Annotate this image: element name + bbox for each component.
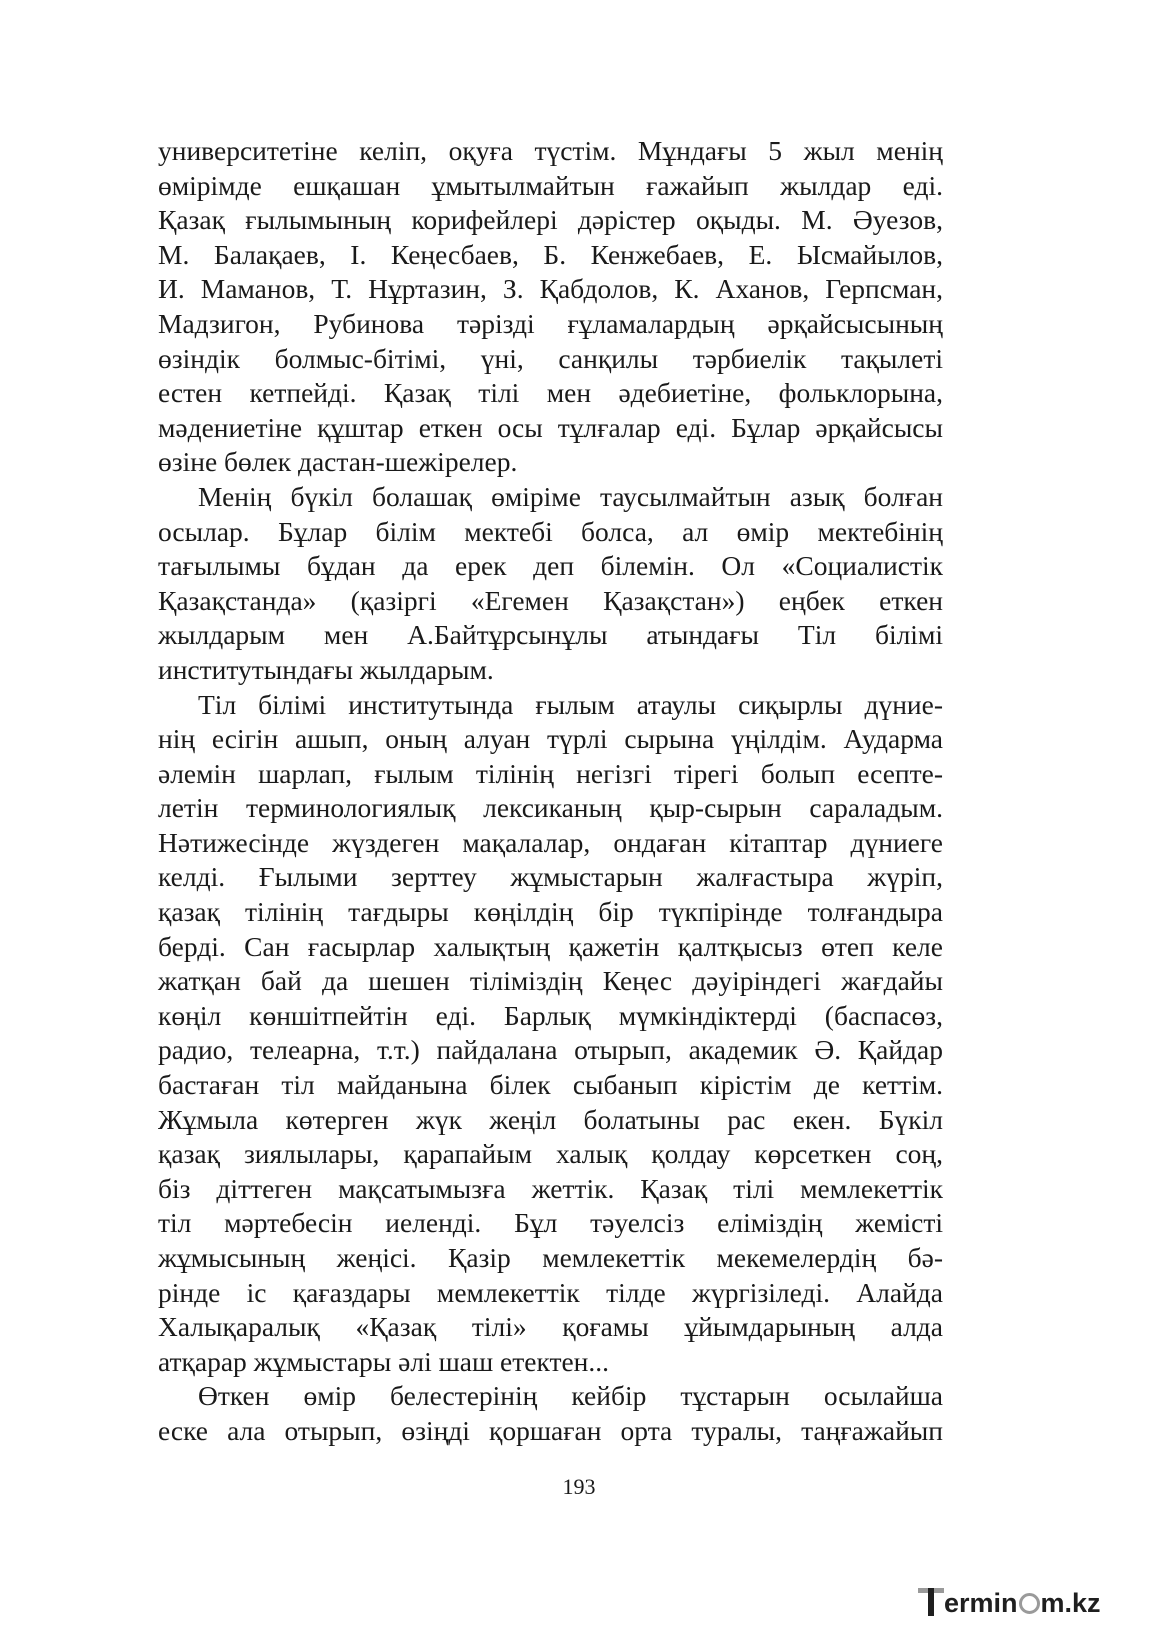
body-text [158, 134, 943, 1449]
text-line: Жұмыла көтерген жүк жеңіл болатыны рас екен. Бүкіл [158, 1103, 943, 1135]
text-line: жатқан бай да шешен тіліміздің Кеңес дәуіріндегі жағдайы [158, 965, 943, 997]
text-line: біз діттеген мақсатымызға жеттік. Қазақ тілі мемлекеттік [158, 1172, 943, 1204]
text-line: өзіндік болмыс-бітімі, үні, санқилы тәрбиелік тақылеті [158, 342, 943, 374]
watermark-suffix: m.kz [1040, 1588, 1101, 1618]
text-line: Мадзигон, Рубинова тәрізді ғұламалардың әрқайсысының [158, 307, 943, 339]
text-line: нің есігін ашып, оның алуан түрлі сырына үңілдім. Аударма [158, 723, 943, 755]
text-line: өзіне бөлек дастан-шежірелер. [158, 446, 518, 478]
text-line: өмірімде ешқашан ұмытылмайтын ғажайып жылдар еді. [158, 169, 943, 201]
text-line: тағылымы бұдан да ерек деп білемін. Ол «Социалистік [158, 550, 943, 582]
text-line: берді. Сан ғасырлар халықтың қажетін қалтқысыз өтеп келе [158, 930, 943, 962]
text-line: Халықаралық «Қазақ тілі» қоғамы ұйымдарының алда [158, 1311, 943, 1343]
text-line: институтындағы жылдарым. [158, 653, 494, 685]
text-line: мәдениетіне құштар еткен осы тұлғалар еді. Бұлар әрқайсысы [158, 411, 943, 443]
text-line: радио, телеарна, т.т.) пайдалана отырып, академик Ә. Қайдар [158, 1034, 943, 1066]
text-line: естен кетпейді. Қазақ тілі мен әдебиетіне, фольклорына, [158, 377, 943, 409]
terminkom-watermark-logo [918, 1583, 1128, 1623]
text-line: Өткен өмір белестерінің кейбір тұстарын осылайша [198, 1380, 943, 1412]
text-line: бастаған тіл майданына білек сыбанып кірістім де кеттім. [158, 1069, 943, 1101]
text-line: Қазақстанда» (қазіргі «Егемен Қазақстан») еңбек еткен [158, 584, 943, 616]
page-number: 193 [562, 1474, 596, 1499]
text-line: көңіл көншітпейтін еді. Барлық мүмкіндіктерді (баспасөз, [158, 999, 943, 1031]
text-line: келді. Ғылыми зерттеу жұмыстарын жалғастыра жүріп, [158, 861, 943, 893]
text-line: Тіл білімі институтында ғылым атаулы сиқырлы дүние- [198, 688, 943, 720]
text-line: летін терминологиялық лексиканың қыр-сырын сараладым. [158, 792, 943, 824]
logo-t-icon [918, 1586, 944, 1618]
text-line: Қазақ ғылымының корифейлері дәрістер оқыды. М. Әуезов, [158, 204, 943, 236]
text-line: Менің бүкіл болашақ өміріме таусылмайтын азық болған [198, 480, 943, 512]
logo-o-icon [1019, 1593, 1040, 1614]
text-line: жұмысының жеңісі. Қазір мемлекеттік мекемелердің бә- [158, 1242, 943, 1273]
text-line: қазақ тілінің тағдыры көңілдің бір түкпірінде толғандыра [158, 896, 943, 928]
text-line: И. Маманов, Т. Нұртазин, З. Қабдолов, К. Аханов, Герпсман, [158, 273, 943, 305]
text-line: жылдарым мен А.Байтұрсынұлы атындағы Тіл білімі [158, 619, 943, 651]
text-line: Нәтижесінде жүздеген мақалалар, ондаған кітаптар дүниеге [158, 826, 943, 858]
text-line: еске ала отырып, өзіңді қоршаған орта туралы, таңғажайып [158, 1414, 943, 1446]
text-line: рінде іс қағаздары мемлекеттік тілде жүргізіледі. Алайда [158, 1276, 943, 1308]
text-line: осылар. Бұлар білім мектебі болса, ал өмір мектебінің [158, 515, 943, 547]
text-line: М. Балақаев, І. Кеңесбаев, Б. Кенжебаев, Е. Ысмайылов, [158, 238, 943, 270]
text-line: әлемін шарлап, ғылым тілінің негізгі тірегі болып есепте- [158, 757, 943, 789]
watermark-prefix: ermin [944, 1588, 1018, 1618]
text-line: қазақ зиялылары, қарапайым халық қолдау көрсеткен соң, [158, 1138, 943, 1170]
text-line: университетіне келіп, оқуға түстім. Мұндағы 5 жыл менің [158, 135, 943, 166]
text-line: атқарар жұмыстары әлі шаш етектен... [158, 1345, 610, 1377]
text-line: тіл мәртебесін иеленді. Бұл тәуелсіз еліміздің жемісті [158, 1207, 943, 1239]
